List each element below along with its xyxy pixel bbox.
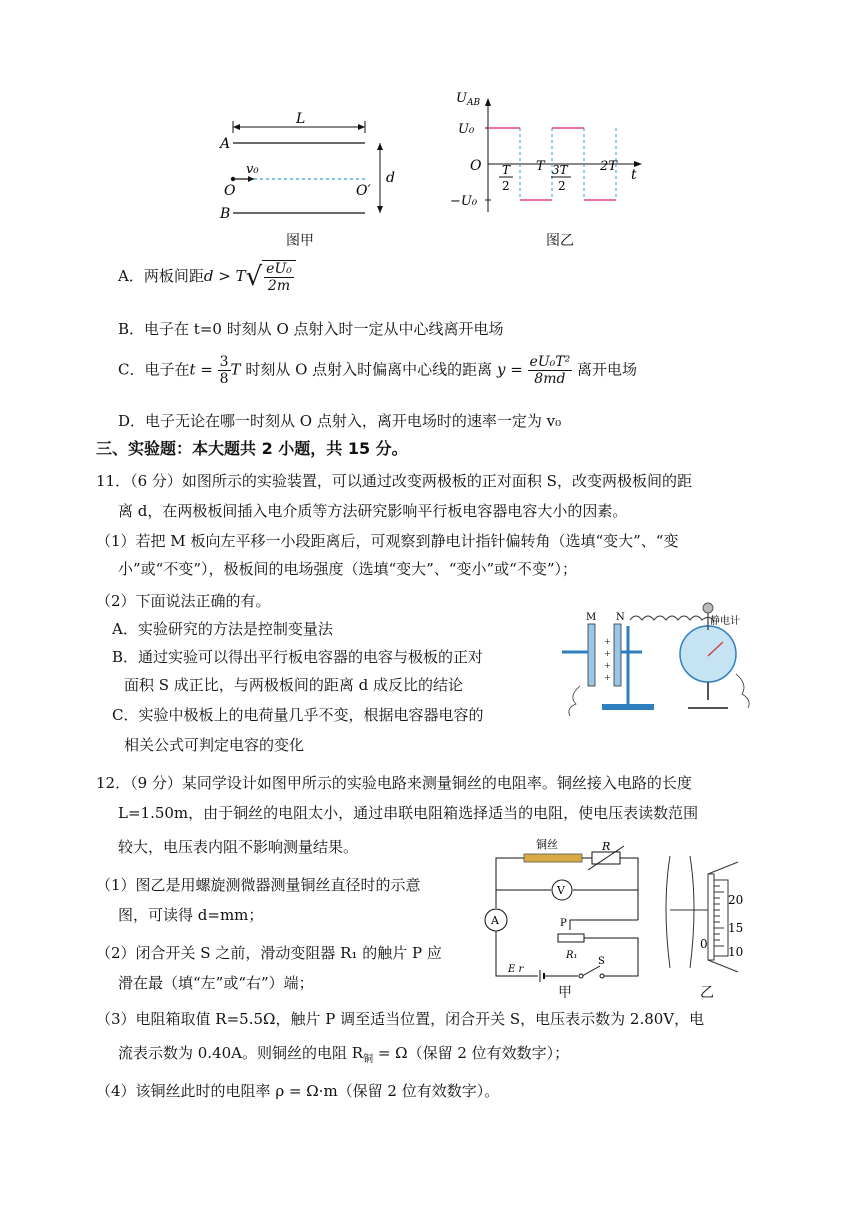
svg-text:V: V xyxy=(557,884,565,897)
q12-part2-2: 滑在最（填“左”或“右”）端； xyxy=(118,974,314,992)
tick-T: T xyxy=(536,159,545,174)
tick-3T2-num: 3T xyxy=(552,163,568,177)
svg-text:静电计: 静电计 xyxy=(710,616,740,627)
svg-text:N: N xyxy=(616,612,625,623)
q12-circuit-figure xyxy=(478,834,658,984)
q12-stem-3: 较大，电压表内阻不影响测量结果。 xyxy=(118,838,359,856)
q12-part1-2: 图，可读得 d=mm； xyxy=(118,906,264,924)
svg-text:10: 10 xyxy=(728,945,744,959)
label-d: d xyxy=(386,170,395,186)
plate-M xyxy=(588,624,595,686)
q10-option-d: D．电子无论在哪一时刻从 O 点射入，离开电场时的速率一定为 v₀ xyxy=(118,412,562,430)
label-O-prime: O′ xyxy=(356,183,371,199)
q12-part3-2: 流表示数为 0.40A。则铜丝的电阻 $R_铜 = \Omega$（保留 2 位有效数字）； xyxy=(118,1044,570,1065)
q11-option-b-2: 面积 S 成正比，与两极板间的距离 d 成反比的结论 xyxy=(124,676,463,694)
rheostat-R1 xyxy=(558,934,584,942)
q12-part4: （4）该铜丝此时的电阻率 ρ = Ω·m（保留 2 位有效数字）。 xyxy=(96,1082,500,1100)
svg-text:P: P xyxy=(560,918,567,929)
svg-text:R₁: R₁ xyxy=(566,950,578,961)
micrometer-figure xyxy=(660,852,770,982)
q11-part2: （2）下面说法正确的有。 xyxy=(96,592,271,610)
tick-T2-den: 2 xyxy=(502,179,510,193)
tick-T2-num: T xyxy=(502,163,511,177)
q10-option-a: A．两板间距d > T√ $\frac{\text{eU₀}}{2m}$ xyxy=(118,260,296,294)
q11-option-a: A．实验研究的方法是控制变量法 xyxy=(112,620,333,638)
svg-text:铜丝: 铜丝 xyxy=(536,838,558,851)
caption-jia: 图甲 xyxy=(286,233,314,249)
fig-yi xyxy=(450,88,650,218)
electroscope xyxy=(680,626,736,682)
svg-text:20: 20 xyxy=(728,893,744,907)
section-heading: 三、实验题：本大题共 2 小题，共 15 分。 xyxy=(96,439,408,458)
svg-text:+: + xyxy=(604,637,611,646)
caption-yi: 图乙 xyxy=(546,233,574,249)
label-O: O xyxy=(224,183,236,199)
stand-base xyxy=(602,704,654,710)
svg-text:0: 0 xyxy=(700,937,708,951)
svg-text:S: S xyxy=(598,956,605,967)
q11-apparatus-figure xyxy=(560,600,770,720)
origin-O: O xyxy=(470,158,482,174)
q10-option-b: B．电子在 t=0 时刻从 O 点射入时一定从中心线离开电场 xyxy=(118,320,504,338)
q10-option-c: C．电子在t = $\frac{3}{8}$ T 时刻从 O 点射入时偏离中心线的距离 y = $\frac{\text{eU₀T²}}{8md}$ 离开电场 xyxy=(118,354,637,387)
label-v0: v₀ xyxy=(246,162,259,177)
tick-2T: 2T xyxy=(600,159,617,174)
plate-N xyxy=(614,624,621,686)
q11-option-c-2: 相关公式可判定电容的变化 xyxy=(124,736,305,754)
caption-micrometer-yi: 乙 xyxy=(700,985,714,1001)
label-B: B xyxy=(220,206,231,222)
svg-text:+: + xyxy=(604,673,611,682)
svg-text:+: + xyxy=(604,661,611,670)
q12-part1-1: （1）图乙是用螺旋测微器测量铜丝直径时的示意 xyxy=(96,876,421,894)
xlabel-t: t xyxy=(631,167,637,183)
q11-option-b-1: B．通过实验可以得出平行板电容器的电容与极板的正对 xyxy=(112,648,484,666)
tick-3T2-den: 2 xyxy=(558,179,566,193)
q11-part1-2: 小”或“不变”），极板间的电场强度（选填“变大”、“变小”或“不变”）； xyxy=(118,560,578,578)
q11-stem-1: 11．（6 分）如图所示的实验装置，可以通过改变两极板的正对面积 S，改变两极板间的距 xyxy=(96,472,692,490)
label-A: A xyxy=(220,136,231,152)
label-negU0: −U₀ xyxy=(450,194,478,209)
svg-text:R: R xyxy=(602,840,611,853)
label-U0: U₀ xyxy=(458,122,475,137)
q12-stem-1: 12．（9 分）某同学设计如图甲所示的实验电路来测量铜丝的电阻率。铜丝接入电路的长度 xyxy=(96,774,692,792)
label-L: L xyxy=(296,111,306,127)
q11-stem-2: 离 d，在两极板间插入电介质等方法研究影响平行板电容器电容大小的因素。 xyxy=(118,502,628,520)
q12-part3-1: （3）电阻箱取值 R=5.5Ω，触片 P 调至适当位置，闭合开关 S，电压表示数为 2.80V，电 xyxy=(96,1010,705,1028)
q11-option-c-1: C．实验中极板上的电荷量几乎不变，根据电容器电容的 xyxy=(112,706,484,724)
svg-text:E r: E r xyxy=(508,964,524,975)
q12-stem-2: L=1.50m，由于铜丝的电阻太小，通过串联电阻箱选择适当的电阻，使电压表读数范围 xyxy=(118,804,699,822)
svg-text:15: 15 xyxy=(728,921,744,935)
svg-text:A: A xyxy=(491,914,499,927)
svg-text:+: + xyxy=(604,649,611,658)
copper-wire xyxy=(524,854,582,862)
svg-text:M: M xyxy=(586,612,597,623)
caption-circuit-jia: 甲 xyxy=(558,985,572,1001)
ylabel-UAB: $U_{AB}$ xyxy=(456,91,481,108)
q12-part2-1: （2）闭合开关 S 之前，滑动变阻器 R₁ 的触片 P 应 xyxy=(96,944,442,962)
q11-part1-1: （1）若把 M 板向左平移一小段距离后，可观察到静电计指针偏转角（选填“变大”、“变 xyxy=(96,532,679,550)
